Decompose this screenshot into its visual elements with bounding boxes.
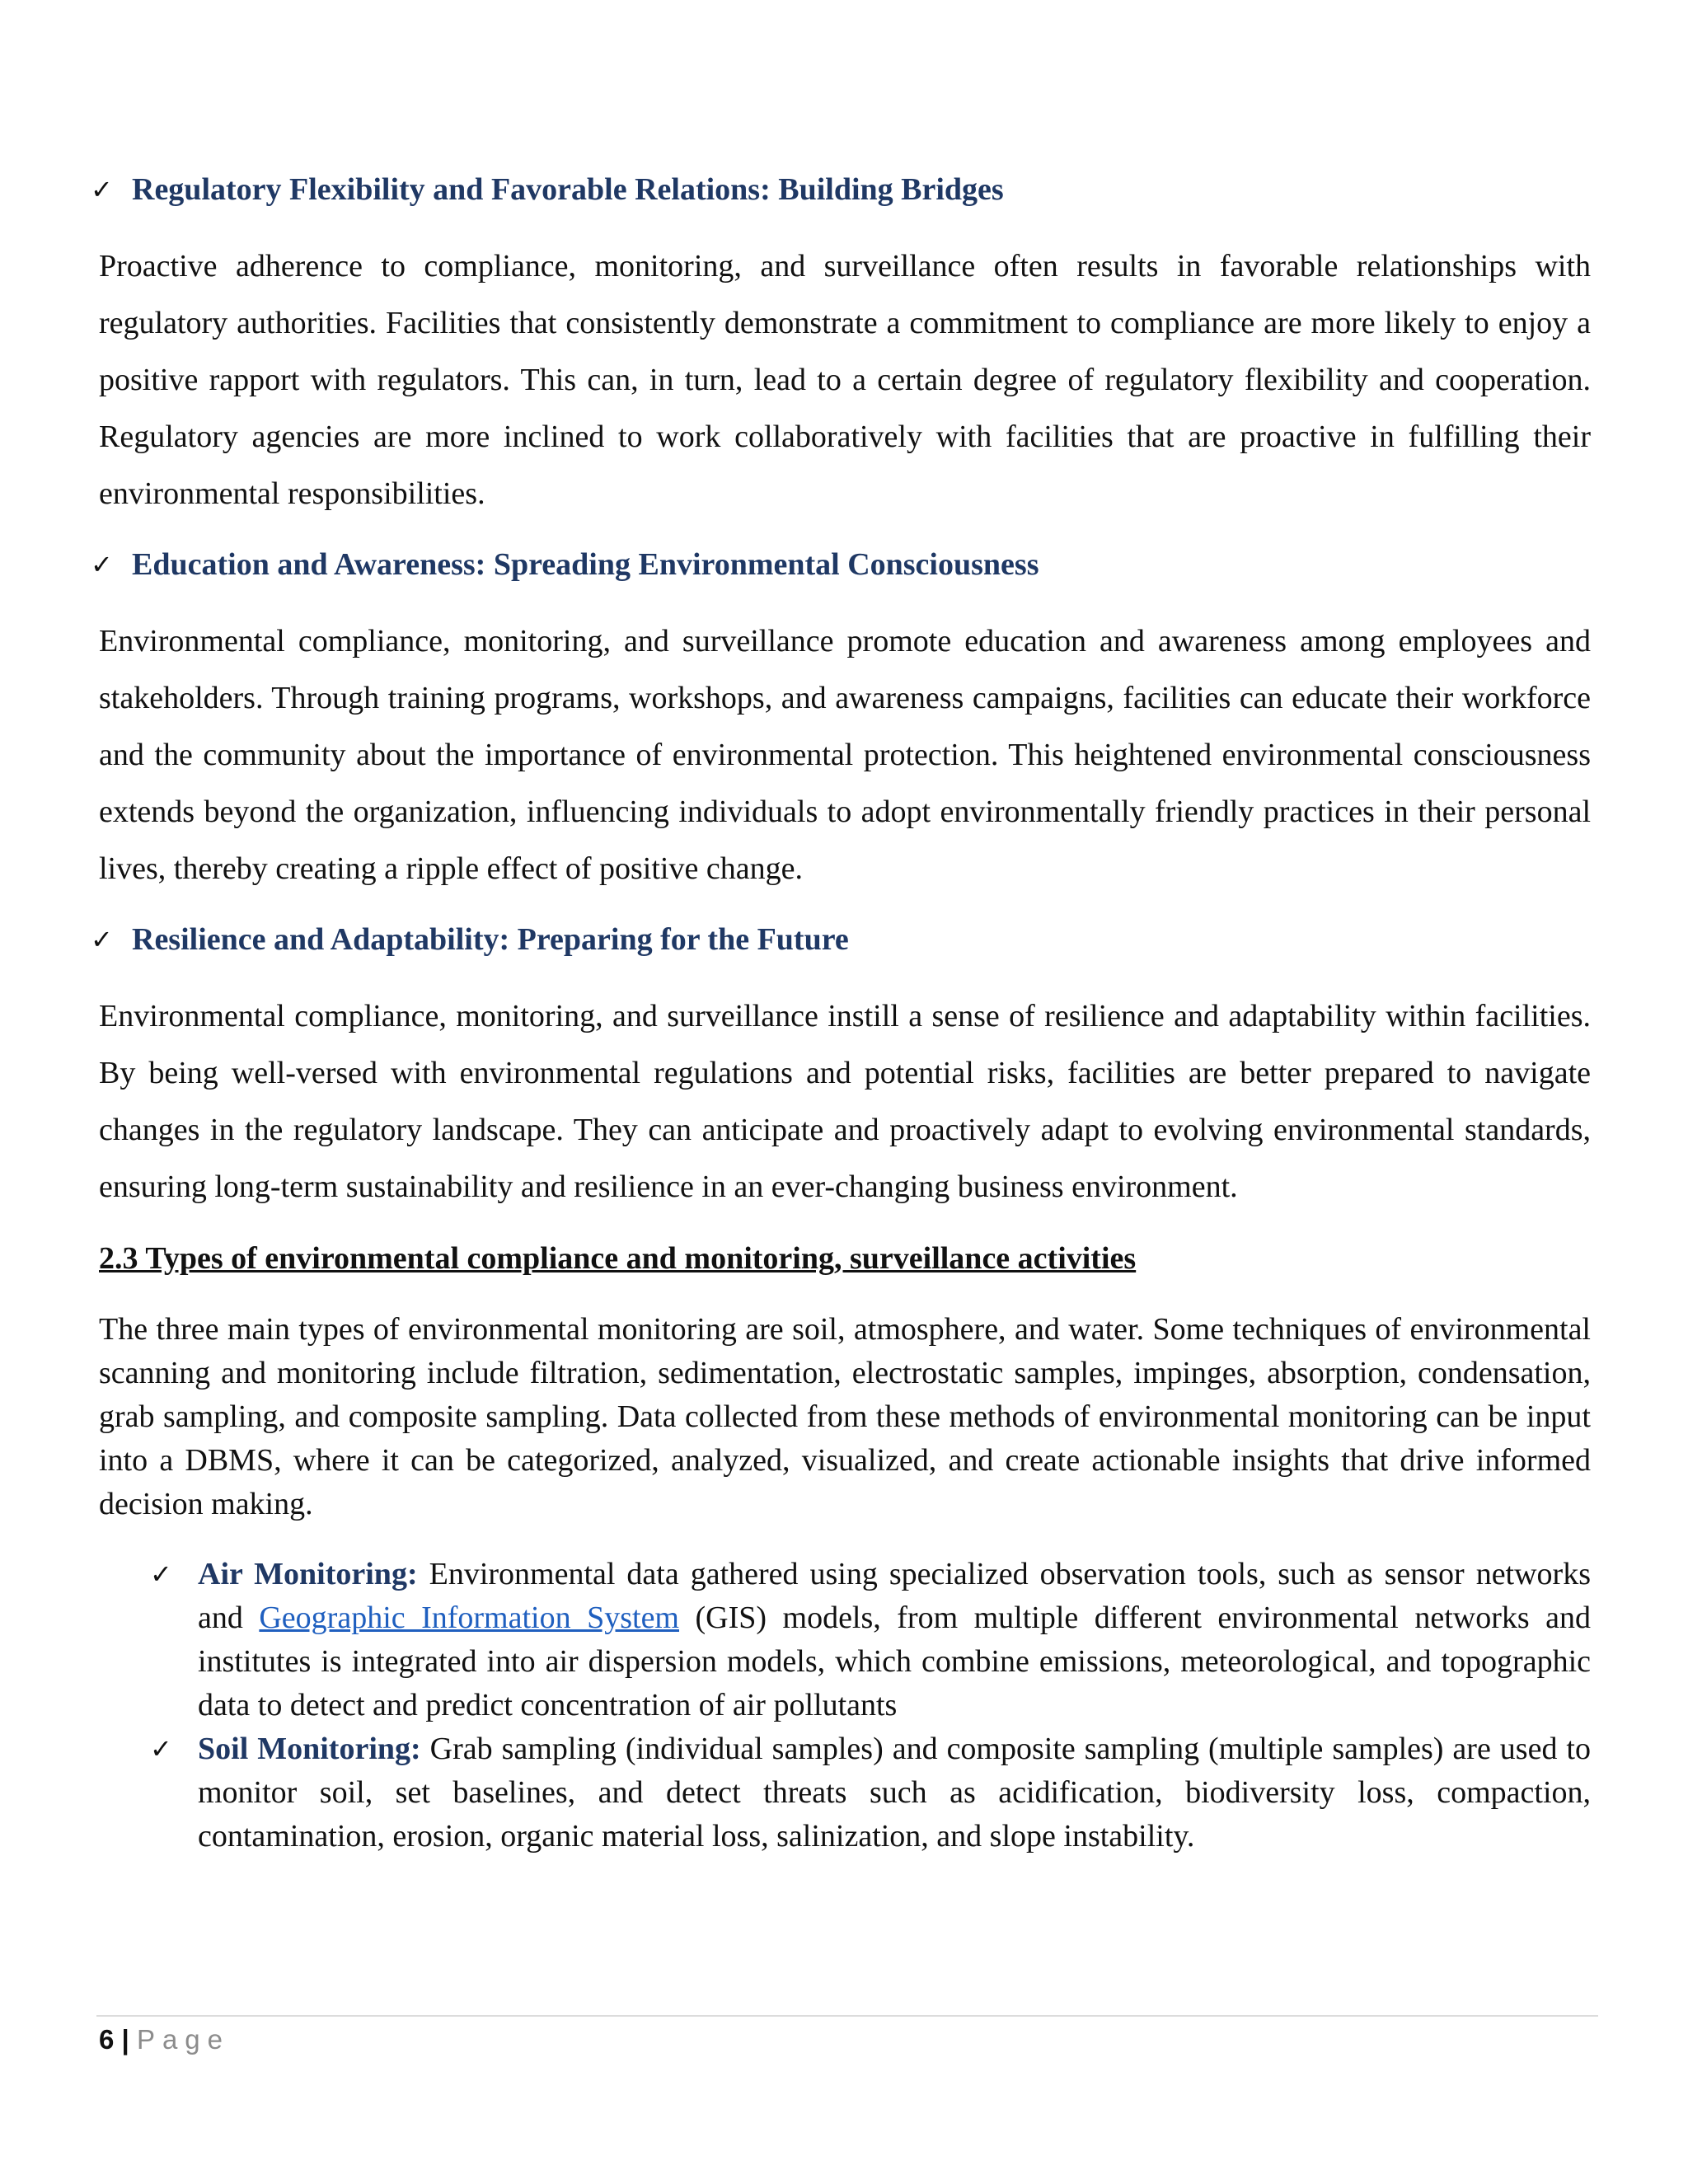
section-heading-2-3: 2.3 Types of environmental compliance and monitoring, surveillance activities [99, 1241, 1137, 1276]
bullet-text: Environmental data gathered using specialized observation tools, such as sensor networks and [198, 1557, 1591, 1635]
page-footer [99, 2019, 230, 2060]
check-mark-icon: ✓ [91, 174, 113, 205]
paragraph-regulatory-flexibility: Proactive adherence to compliance, monitoring, and surveillance often results in favorable relationships with regulatory authorities. Facilities that consistently demonstrate a commitment to compliance are more likely to enjoy a positive rapport with regulators. This can, in turn, lead to a certain degree of regulatory flexibility and cooperation. Regulatory agencies are more inclined to work collaboratively with facilities that are proactive in fulfilling their environmental responsibilities. [99, 249, 1591, 511]
heading-text: Regulatory Flexibility and Favorable Relations: Building Bridges [132, 172, 1004, 207]
check-mark-icon: ✓ [91, 924, 113, 955]
heading-text: Education and Awareness: Spreading Environmental Consciousness [132, 547, 1039, 582]
footer-divider [96, 2015, 1598, 2017]
list-item-soil-monitoring [99, 1727, 1591, 1858]
heading-regulatory-flexibility [91, 169, 1591, 210]
footer-separator: | [114, 2024, 137, 2055]
heading-text: Resilience and Adaptability: Preparing for the Future [132, 922, 849, 957]
page-content [91, 169, 1591, 1858]
list-item-air-monitoring [99, 1553, 1591, 1727]
check-mark-icon: ✓ [91, 549, 113, 580]
paragraph-education-awareness: Environmental compliance, monitoring, and surveillance promote education and awareness among employees and stakeholders. Through training programs, workshops, and awareness campaigns, facilities can educate their workforce and the community about the importance of environmental protection. This heightened environmental consciousness extends beyond the organization, influencing individuals to adopt environmentally friendly practices in their personal lives, thereby creating a ripple effect of positive change. [99, 624, 1591, 886]
monitoring-bullet-list [99, 1553, 1591, 1858]
paragraph-resilience-adaptability: Environmental compliance, monitoring, and surveillance instill a sense of resilience and adaptability within facilities. By being well-versed with environmental regulations and potential risks, facilities are better prepared to navigate changes in the regulatory landscape. They can anticipate and proactively adapt to evolving environmental standards, ensuring long-term sustainability and resilience in an ever-changing business environment. [99, 999, 1591, 1204]
page-label: Page [136, 2024, 231, 2055]
paragraph-monitoring-types: The three main types of environmental monitoring are soil, atmosphere, and water. Some techniques of environmental scanning and monitoring include filtration, sedimentation, electrostatic samples, impinges, absorption, condensation, grab sampling, and composite sampling. Data collected from these methods of environmental monitoring can be input into a DBMS, where it can be categorized, analyzed, visualized, and create actionable insights that drive informed decision making. [99, 1312, 1591, 1521]
check-mark-icon: ✓ [150, 1558, 172, 1590]
gis-link[interactable]: Geographic Information System [259, 1601, 679, 1635]
bullet-text: Grab sampling (individual samples) and composite sampling (multiple samples) are used to monitor soil, set baselines, and detect threats such as acidification, biodiversity loss, compaction, contamination, erosion, organic material loss, salinization, and slope instability. [198, 1732, 1591, 1854]
bullet-label: Air Monitoring: [198, 1557, 418, 1591]
bullet-label: Soil Monitoring: [198, 1732, 421, 1766]
bullet-text: (GIS) models, from multiple different environmental networks and institutes is integrated into air dispersion models, which combine emissions, meteorological, and topographic data to detect and predict concentration of air pollutants [198, 1601, 1591, 1722]
page-number: 6 [99, 2024, 115, 2055]
check-mark-icon: ✓ [150, 1733, 172, 1765]
heading-education-awareness [91, 544, 1591, 585]
heading-resilience-adaptability [91, 919, 1591, 960]
